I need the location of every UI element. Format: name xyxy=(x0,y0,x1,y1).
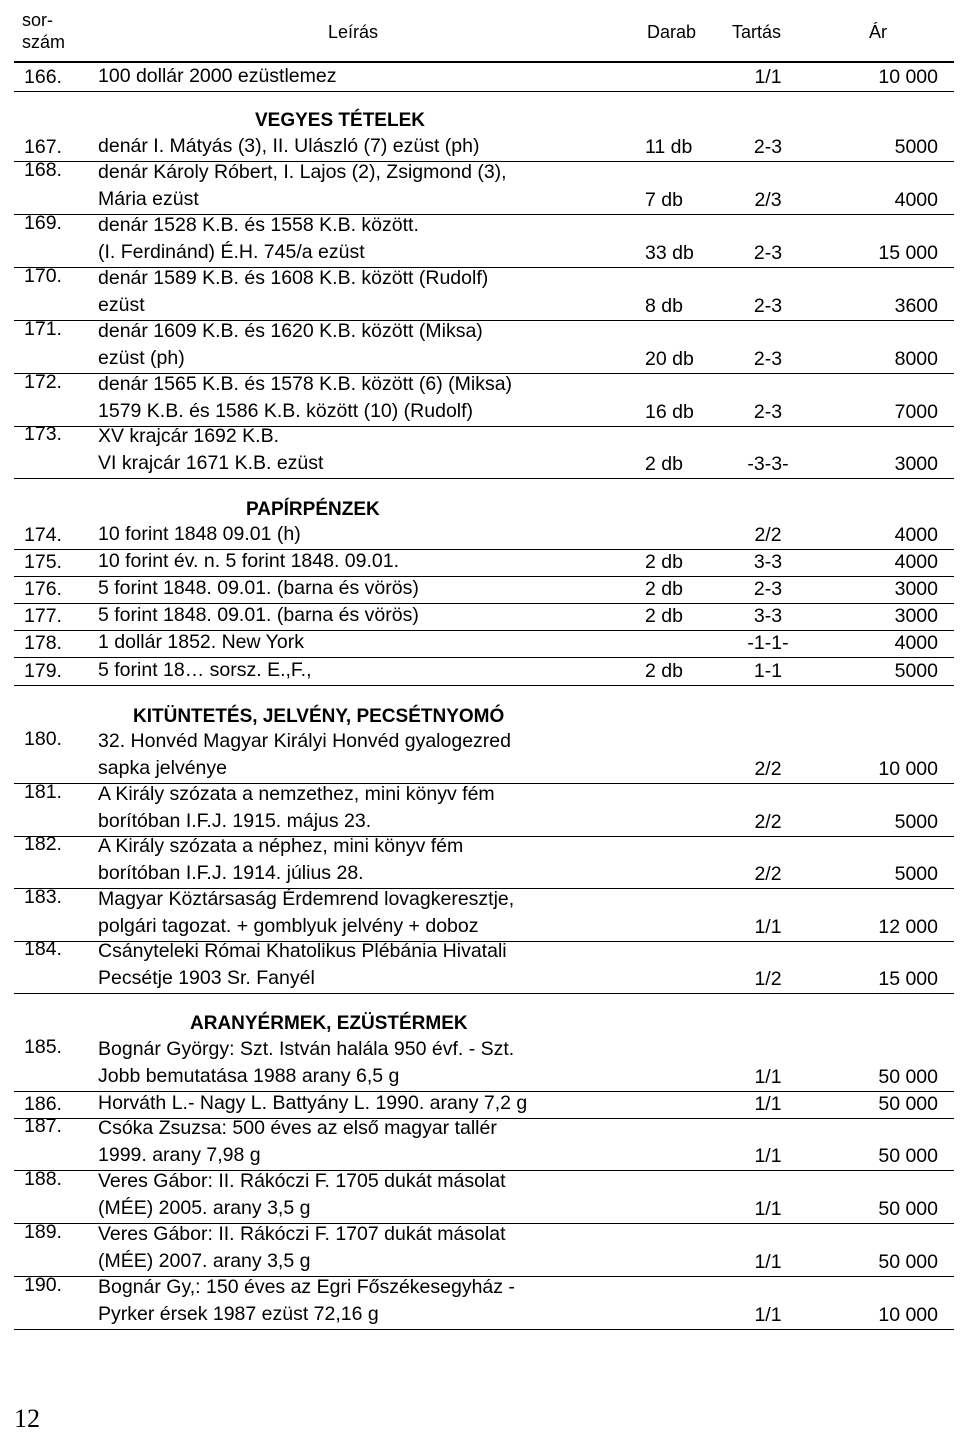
row-description xyxy=(98,781,495,834)
row-ar: 15 000 xyxy=(878,242,938,264)
description-line: ezüst xyxy=(98,293,145,316)
row-ar: 3000 xyxy=(894,605,938,627)
row-tartas: 1/1 xyxy=(754,1304,782,1326)
header-darab: Darab xyxy=(647,22,697,42)
table-row xyxy=(14,210,954,268)
section-title-aranyermek: ARANYÉRMEK, EZÜSTÉRMEK xyxy=(190,1013,468,1034)
row-ar: 50 000 xyxy=(878,1198,938,1220)
row-number: 169. xyxy=(24,212,62,234)
row-description xyxy=(98,886,514,939)
description-line: Csányteleki Római Khatolikus Plébánia Hivatali xyxy=(98,940,507,962)
row-ar: 50 000 xyxy=(878,1093,938,1115)
description-line: Bognár György: Szt. István halála 950 évf. - Szt. xyxy=(98,1038,515,1060)
row-number: 168. xyxy=(24,159,62,181)
table-row xyxy=(14,884,954,942)
row-tartas: 2-3 xyxy=(753,242,783,264)
row-tartas: 2-3 xyxy=(753,348,783,370)
description-line: XV krajcár 1692 K.B. xyxy=(98,425,280,447)
description-line: 5 forint 1848. 09.01. (barna és vörös) xyxy=(98,603,419,626)
row-ar: 4000 xyxy=(894,551,938,573)
row-description xyxy=(98,1274,515,1327)
description-line: 32. Honvéd Magyar Királyi Honvéd gyalogezred xyxy=(98,730,511,752)
description-line: 100 dollár 2000 ezüstlemez xyxy=(98,64,337,87)
description-line: 10 forint 1848 09.01 (h) xyxy=(98,522,301,545)
row-description xyxy=(98,1115,497,1168)
description-line: Magyar Köztársaság Érdemrend lovagkeresztje, xyxy=(98,888,515,910)
row-ar: 5000 xyxy=(894,136,938,158)
description-line: Veres Gábor: II. Rákóczi F. 1707 dukát másolat xyxy=(98,1223,506,1245)
row-tartas: 3-3 xyxy=(753,605,783,627)
header-no-label: sor- szám xyxy=(22,10,66,52)
page-number: 12 xyxy=(14,1404,40,1433)
row-description xyxy=(98,938,507,991)
row-description xyxy=(98,1221,506,1274)
row-ar: 5000 xyxy=(894,863,938,885)
row-number: 174. xyxy=(24,524,62,546)
row-ar: 12 000 xyxy=(878,916,938,938)
section-title-kituntetes: KITÜNTETÉS, JELVÉNY, PECSÉTNYOMÓ xyxy=(133,706,505,727)
description-line: Jobb bemutatása 1988 arany 6,5 g xyxy=(98,1064,400,1087)
row-tartas: 2/2 xyxy=(754,524,782,546)
description-line: denár 1528 K.B. és 1558 K.B. között. xyxy=(98,214,419,236)
row-tartas: 2-3 xyxy=(753,401,783,423)
row-ar: 10 000 xyxy=(878,66,938,88)
row-number: 181. xyxy=(24,781,62,803)
table-row xyxy=(14,421,954,479)
row-number: 175. xyxy=(24,551,62,573)
description-line: A Király szózata a néphez, mini könyv fém xyxy=(98,835,464,857)
table-row xyxy=(14,263,954,321)
row-tartas: 2-3 xyxy=(753,578,783,600)
table-row xyxy=(14,1166,954,1224)
row-number: 182. xyxy=(24,833,62,855)
description-line: denár Károly Róbert, I. Lajos (2), Zsigmond (3), xyxy=(98,161,507,183)
row-description xyxy=(98,521,301,548)
table-row xyxy=(14,316,954,374)
description-line: borítóban I.F.J. 1914. július 28. xyxy=(98,861,364,884)
row-darab: 2 db xyxy=(645,578,683,600)
description-line: VI krajcár 1671 K.B. ezüst xyxy=(98,451,324,474)
header-no xyxy=(22,9,82,53)
row-tartas: 1/1 xyxy=(754,1198,782,1220)
row-number: 176. xyxy=(24,578,62,600)
row-number: 167. xyxy=(24,136,62,158)
row-darab: 33 db xyxy=(645,242,694,264)
description-line: 5 forint 1848. 09.01. (barna és vörös) xyxy=(98,576,419,599)
row-ar: 4000 xyxy=(894,632,938,654)
description-line: (I. Ferdinánd) É.H. 745/a ezüst xyxy=(98,240,365,263)
row-darab: 20 db xyxy=(645,348,694,370)
row-number: 179. xyxy=(24,660,62,682)
row-ar: 5000 xyxy=(894,811,938,833)
description-line: Bognár Gy,: 150 éves az Egri Főszékesegyház - xyxy=(98,1276,515,1298)
description-line: Mária ezüst xyxy=(98,187,199,210)
row-number: 188. xyxy=(24,1168,62,1190)
row-tartas: 2/2 xyxy=(754,758,782,780)
row-ar: 3600 xyxy=(894,295,938,317)
row-tartas: 1/2 xyxy=(754,968,782,990)
row-tartas: 1/1 xyxy=(754,1066,782,1088)
description-line: 1999. arany 7,98 g xyxy=(98,1143,261,1166)
row-description xyxy=(98,63,337,90)
description-line: (MÉE) 2005. arany 3,5 g xyxy=(98,1196,311,1219)
row-number: 189. xyxy=(24,1221,62,1243)
row-tartas: 1/1 xyxy=(754,1251,782,1273)
table-row xyxy=(14,1272,954,1330)
row-description xyxy=(98,548,399,575)
row-tartas: 1/1 xyxy=(754,66,782,88)
row-ar: 50 000 xyxy=(878,1145,938,1167)
table-row xyxy=(14,157,954,215)
row-ar: 8000 xyxy=(894,348,938,370)
row-description xyxy=(98,423,323,476)
row-number: 180. xyxy=(24,728,62,750)
row-number: 172. xyxy=(24,371,62,393)
table-row xyxy=(14,654,954,686)
row-ar: 4000 xyxy=(894,189,938,211)
row-number: 177. xyxy=(24,605,62,627)
row-description xyxy=(98,728,511,781)
table-row xyxy=(14,369,954,427)
row-darab: 2 db xyxy=(645,551,683,573)
table-row xyxy=(14,779,954,837)
row-ar: 50 000 xyxy=(878,1251,938,1273)
row-tartas: 1/1 xyxy=(754,916,782,938)
header-desc: Leírás xyxy=(328,22,379,42)
description-line: (MÉE) 2007. arany 3,5 g xyxy=(98,1249,311,1272)
row-number: 170. xyxy=(24,265,62,287)
row-number: 171. xyxy=(24,318,62,340)
description-line: A Király szózata a nemzethez, mini könyv fém xyxy=(98,783,495,805)
row-tartas: 1/1 xyxy=(754,1145,782,1167)
description-line: ezüst (ph) xyxy=(98,346,185,369)
row-tartas: 2/3 xyxy=(754,189,782,211)
row-number: 184. xyxy=(24,938,62,960)
row-tartas: 2-3 xyxy=(753,136,783,158)
row-darab: 8 db xyxy=(645,295,683,317)
row-number: 185. xyxy=(24,1036,62,1058)
row-darab: 16 db xyxy=(645,401,694,423)
table-row xyxy=(14,1219,954,1277)
row-description xyxy=(98,133,479,160)
row-tartas: 2-3 xyxy=(753,295,783,317)
row-number: 186. xyxy=(24,1093,62,1115)
row-description xyxy=(98,265,488,318)
row-darab: 2 db xyxy=(645,453,683,475)
row-ar: 50 000 xyxy=(878,1066,938,1088)
description-line: Veres Gábor: II. Rákóczi F. 1705 dukát másolat xyxy=(98,1170,506,1192)
row-tartas: -1-1- xyxy=(747,632,789,654)
row-description xyxy=(98,575,419,602)
row-description xyxy=(98,602,419,629)
table-row xyxy=(14,726,954,784)
row-description xyxy=(98,629,304,656)
row-tartas: 3-3 xyxy=(753,551,783,573)
row-description xyxy=(98,1168,506,1221)
row-tartas: -3-3- xyxy=(747,453,789,475)
row-darab: 7 db xyxy=(645,189,683,211)
row-description xyxy=(98,657,312,684)
table-row xyxy=(14,60,954,92)
row-description xyxy=(98,833,463,886)
row-description xyxy=(98,212,419,265)
row-ar: 3000 xyxy=(894,453,938,475)
row-number: 183. xyxy=(24,886,62,908)
row-tartas: 2/2 xyxy=(754,863,782,885)
row-tartas: 2/2 xyxy=(754,811,782,833)
description-line: sapka jelvénye xyxy=(98,756,227,779)
row-description xyxy=(98,371,512,424)
description-line: denár 1609 K.B. és 1620 K.B. között (Miksa) xyxy=(98,320,483,342)
table-row xyxy=(14,936,954,994)
description-line: Csóka Zsuzsa: 500 éves az első magyar tallér xyxy=(98,1117,497,1139)
header-tartas: Tartás xyxy=(732,22,782,42)
row-number: 190. xyxy=(24,1274,62,1296)
row-tartas: 1/1 xyxy=(754,1093,782,1115)
description-line: denár I. Mátyás (3), II. Ulászló (7) ezüst (ph) xyxy=(98,134,480,157)
description-line: Horváth L.- Nagy L. Battyány L. 1990. arany 7,2 g xyxy=(98,1091,528,1114)
row-description xyxy=(98,159,507,212)
description-line: polgári tagozat. + gomblyuk jelvény + doboz xyxy=(98,914,479,937)
row-number: 187. xyxy=(24,1115,62,1137)
table-row xyxy=(14,1113,954,1171)
description-line: borítóban I.F.J. 1915. május 23. xyxy=(98,809,372,832)
row-number: 173. xyxy=(24,423,62,445)
row-tartas: 1-1 xyxy=(753,660,783,682)
row-darab: 11 db xyxy=(645,136,693,158)
row-number: 178. xyxy=(24,632,62,654)
row-ar: 10 000 xyxy=(878,758,938,780)
row-darab: 2 db xyxy=(645,660,683,682)
row-number: 166. xyxy=(24,66,62,88)
row-ar: 5000 xyxy=(894,660,938,682)
header-ar: Ár xyxy=(869,22,887,42)
description-line: Pyrker érsek 1987 ezüst 72,16 g xyxy=(98,1302,379,1325)
description-line: denár 1589 K.B. és 1608 K.B. között (Rudolf) xyxy=(98,267,489,289)
row-ar: 4000 xyxy=(894,524,938,546)
row-description xyxy=(98,1036,514,1089)
section-title-papir: PAPÍRPÉNZEK xyxy=(246,499,380,520)
table-row xyxy=(14,831,954,889)
description-line: 1579 K.B. és 1586 K.B. között (10) (Rudolf) xyxy=(98,399,474,422)
row-ar: 10 000 xyxy=(878,1304,938,1326)
row-description xyxy=(98,318,483,371)
description-line: 10 forint év. n. 5 forint 1848. 09.01. xyxy=(98,549,400,572)
description-line: 5 forint 18… sorsz. E.,F., xyxy=(98,658,312,681)
table-header xyxy=(14,6,954,63)
row-ar: 3000 xyxy=(894,578,938,600)
row-ar: 15 000 xyxy=(878,968,938,990)
description-line: denár 1565 K.B. és 1578 K.B. között (6) (Miksa) xyxy=(98,373,513,395)
description-line: 1 dollár 1852. New York xyxy=(98,630,304,653)
row-ar: 7000 xyxy=(894,401,938,423)
row-darab: 2 db xyxy=(645,605,683,627)
description-line: Pecsétje 1903 Sr. Fanyél xyxy=(98,966,315,989)
section-title-vegyes: VEGYES TÉTELEK xyxy=(255,110,425,131)
table-row xyxy=(14,1034,954,1092)
